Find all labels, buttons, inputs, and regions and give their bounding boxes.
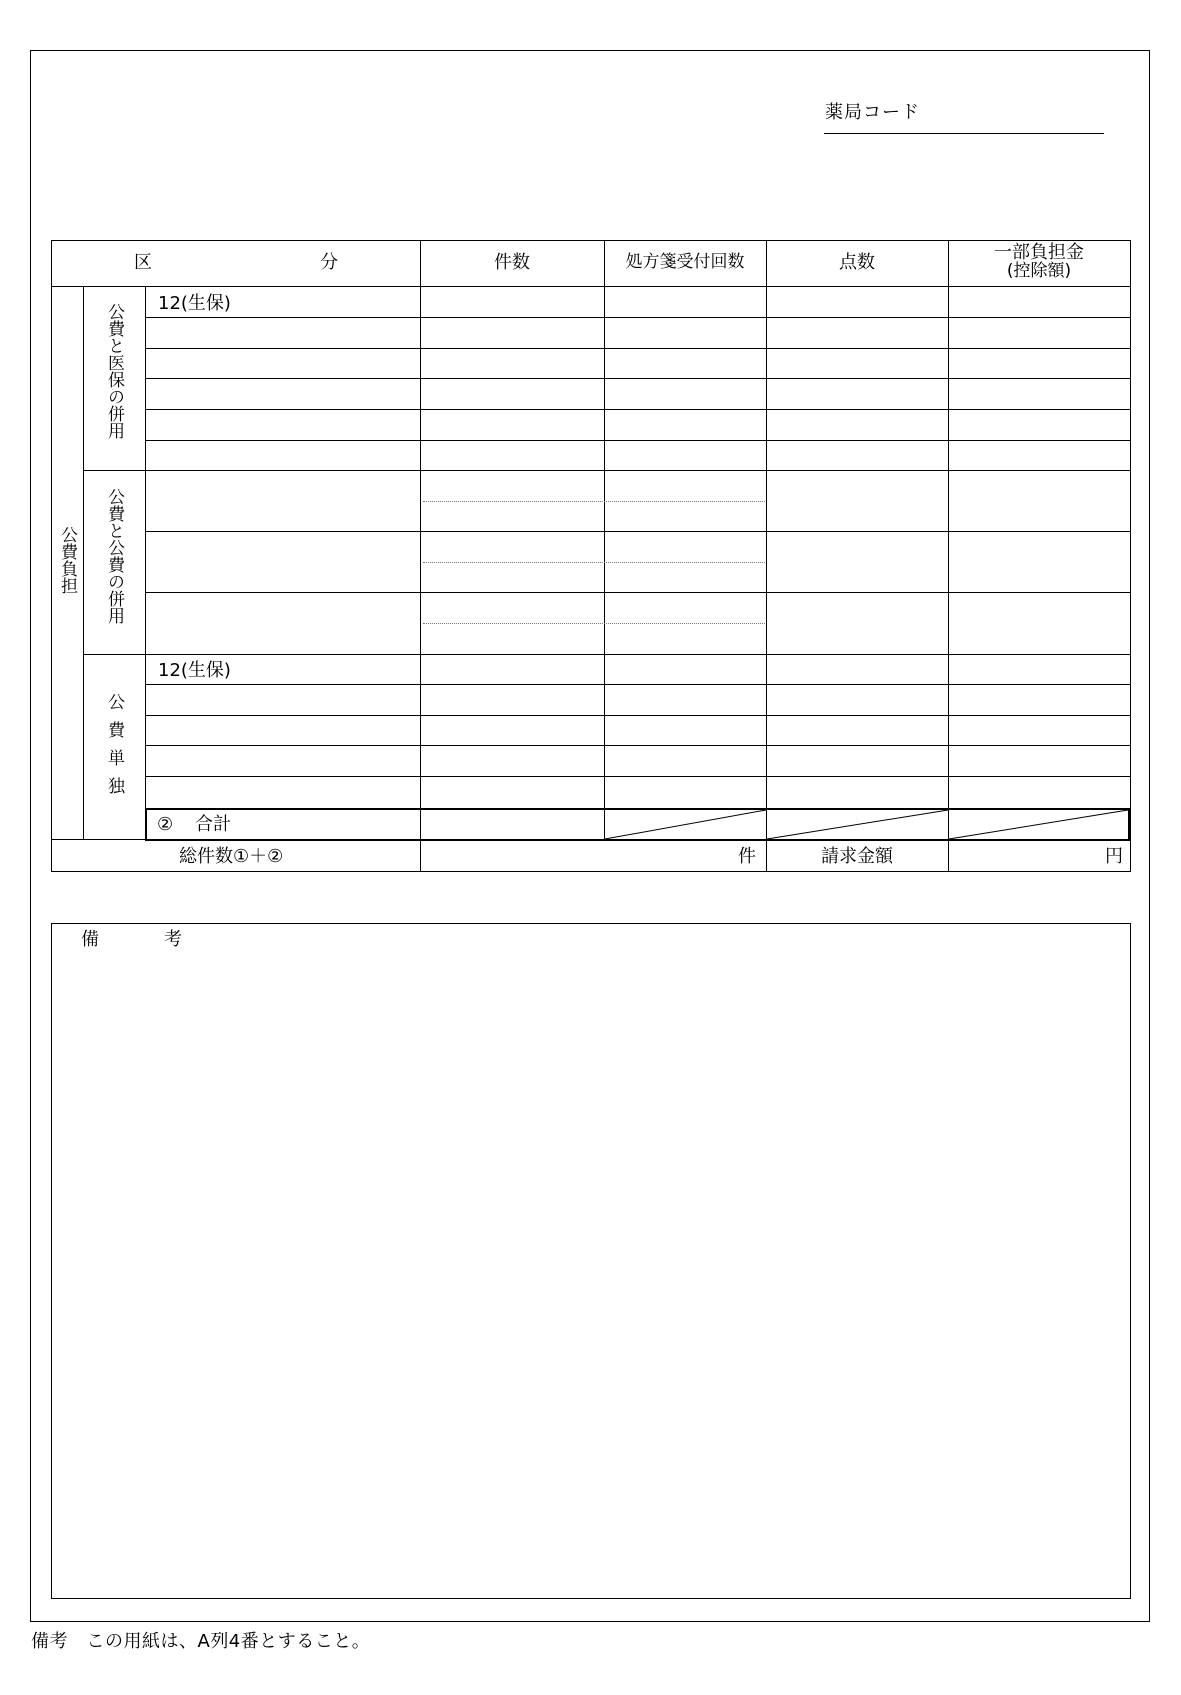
- header-copay-line1: 一部負担金: [994, 242, 1084, 263]
- row-line: [146, 684, 1130, 685]
- row-line: [146, 378, 1130, 379]
- row-sub-dotted-line: [423, 501, 765, 502]
- group-label-public-insurance: 公費と医保の併用: [104, 303, 124, 439]
- total-cases-label: 総件数①＋②: [179, 846, 284, 867]
- row-line: [146, 531, 1130, 532]
- row-line: [146, 409, 1130, 410]
- col-line-points: [948, 241, 949, 872]
- total-marker: ②: [157, 814, 174, 835]
- row-line: [146, 745, 1130, 746]
- row-sub-dotted-line: [423, 562, 765, 563]
- diagonal-slash: [767, 810, 948, 839]
- yen-unit: 円: [1105, 846, 1123, 867]
- remarks-box[interactable]: [51, 923, 1131, 1599]
- total-label: 合計: [195, 814, 231, 835]
- pharmacy-code-field[interactable]: [824, 133, 1104, 134]
- remarks-label-left: 備: [81, 929, 99, 950]
- header-prescription-count: 処方箋受付回数: [625, 252, 745, 272]
- col-line-group: [83, 287, 84, 839]
- group-label-public-public: 公費と公費の併用: [104, 488, 124, 624]
- row-label-welfare: 12(生保): [158, 293, 231, 314]
- group-label-public-only: 公費単独: [104, 693, 124, 805]
- row-label-welfare-single: 12(生保): [158, 660, 231, 681]
- header-copay: [948, 244, 1130, 281]
- billing-amount-label: 請求金額: [821, 846, 893, 867]
- header-points: 点数: [839, 252, 875, 273]
- col-line-prescription: [766, 241, 767, 872]
- header-copay-line2: (控除額): [1006, 260, 1072, 281]
- row-line: [146, 592, 1130, 593]
- pharmacy-code-label: 薬局コード: [825, 102, 920, 123]
- section-line: [84, 470, 1130, 471]
- header-cases: 件数: [494, 252, 530, 273]
- total-diagonal-slashes: [147, 810, 1128, 839]
- diagonal-slash: [949, 810, 1128, 839]
- total-row: [145, 808, 1130, 841]
- footer-note: 備考 この用紙は、A列4番とすること。: [31, 1631, 371, 1652]
- row-sub-dotted-line: [423, 623, 765, 624]
- row-line: [146, 715, 1130, 716]
- row-line: [146, 776, 1130, 777]
- row-line: [146, 440, 1130, 441]
- header-category-right: 分: [320, 252, 338, 273]
- col-line-subgroup: [145, 287, 146, 839]
- header-bottom-line: [52, 286, 1130, 287]
- claims-table: [51, 240, 1131, 872]
- section-line: [84, 654, 1130, 655]
- diagonal-slash: [605, 810, 766, 839]
- remarks-label-right: 考: [164, 929, 182, 950]
- header-category-left: 区: [134, 252, 152, 273]
- group-label-public-burden: 公費負担: [57, 526, 77, 594]
- cases-unit: 件: [738, 846, 756, 867]
- row-line: [146, 348, 1130, 349]
- row-line: [146, 317, 1130, 318]
- col-line-category: [420, 241, 421, 872]
- col-line-cases: [604, 241, 605, 839]
